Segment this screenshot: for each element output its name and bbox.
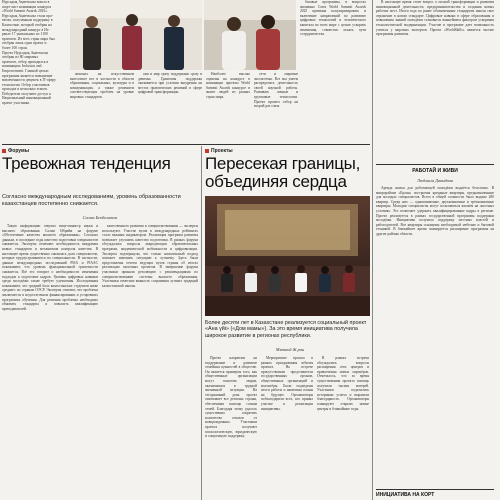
- top-left-line: программы является повышение: [2, 73, 53, 78]
- sidebar-byline: Людмила Давыдова: [416, 178, 454, 183]
- left-byline: Салим Бекболатов: [82, 215, 118, 220]
- right-col-2: [261, 356, 313, 500]
- top-left-line: более 100 стран.: [2, 45, 28, 50]
- top-left-line: «World Summit Awards 2025».: [2, 9, 48, 14]
- right-top-text: В настоящее время стоит вопрос о полной трансформации и развитии инновационной деятельности, предпринимательства и создания новых рабочих мест. Итоги года по ранее обозначенным стандартам нашли свое отражение в новом стандарте. Цифровые навыки в сфере образования и повышения знаний молодёжи становятся важнейшим фактором ускорения технологической модернизации. Участие в программе дает возможность учиться у мировых экспертов. Проект «WorldSkills» является частью программы развития.: [376, 0, 494, 37]
- sidebar-bottom-rule: [376, 489, 494, 490]
- right-top-column: [376, 0, 494, 160]
- top-left-line: Национальный инновационный: [2, 96, 51, 101]
- right-col-3-text: В рамках встречи обсуждались вопросы расширения сети центров и привлечения новых партнёров. Отмечалось, что за время существования проекта помощь получили тысячи матерей. Участники поделились историями успеха и выразили благодарность. Организаторы планируют открыть новые центры в ближайшие годы.: [317, 356, 369, 411]
- top-left-line: раиле 17 уникальных из 1100: [2, 32, 48, 37]
- left-lead: Согласно международным исследованиям, уровень образованности казахстанцев постепенно снижается.: [2, 194, 181, 207]
- top-left-line: Empowerment. Главной целью: [2, 68, 49, 73]
- event-stage-scene: [205, 196, 370, 316]
- right-col-3: [317, 356, 369, 500]
- section-divider: [2, 144, 370, 145]
- top-left-line: Нурсадық Ақметкалы вошла в: [2, 0, 50, 4]
- top-left-line: Казахстане, который отобран на: [2, 22, 52, 27]
- right-rubric-label: Проекты: [211, 148, 233, 154]
- top-left-line: проект участника.: [2, 101, 30, 106]
- top-left-line: проектов. Из всех стран мира был: [2, 36, 56, 41]
- top-photo-2: [204, 0, 296, 70]
- top-mid1-text: женских на искусственном интеллекте все в частности в области образования, социальных, культуры и в коммуникации, а также решением соответствующих проблем на уровне мировых стандартов.: [70, 72, 134, 99]
- top-mid4-text: сети и мировые экосистемы. Все мы умеем распределять деятельность своей научной работы. Развивать личные и групповые технологии. Проект прошел отбор на второй раз глаза.: [254, 72, 298, 109]
- top-photo-2-scene: [204, 0, 296, 70]
- article-divider: [201, 146, 202, 500]
- right-col-2-text: Мероприятие прошло в рамках празднования юбилея проекта. На встрече присутствовали представители государственных органов, общественных организаций и волонтёры. Были подведены итоги работы и намечены планы на будущее. Организаторы поблагодарили всех, кто принял участие в реализации инициативы.: [261, 356, 313, 411]
- top-left-line: отобран лишь одни проект и: [2, 41, 47, 46]
- sidebar-text: Аренда жилья для работающей молодёжи выдаётся бесплатно. В микрорайоне «Ерлан» построены арендные квартиры, предназначенные для молодых специалистов. Всего в общей сложности было выдано 280 квартир. Среди них — однокомнатные, двухкомнатные и трёхкомнатные квартиры. Молодые специалисты могут пользоваться жильём на льготных условиях. Это позволяет удержать квалифицированные кадры в регионе. Проект реализуется в рамках государственной программы поддержки молодёжи. Инициатива получила поддержку местных властей и работодателей. Все квартиры оснащены необходимой мебелью и бытовой техникой. В ближайшее время планируется расширение программы на другие районы области.: [376, 186, 494, 236]
- left-col-1-text: Такую информацию озвучил вице-министр науки и высшего образования Салим Ибрайм на форуме «Обеспечение качества высшего образования». Согласно данным, в последние годы качество подготовки специалистов снижается. Эксперты отмечают необходимость внедрения новых стандартов и механизмов контроля качества. В настоящее время существенно снизилась доля специалистов, которые трудоустраиваются по специальности. В частности, данные международных исследований PISA и PIAAC показывают, что уровень функциональной грамотности снижается. Всё это говорит о необходимости изменения подходов к подготовке кадров. Уровень цифровых навыков среди молодёжи также требует улучшения. Исследования показывают, что средний балл казахстанских студентов ниже среднего по странам ОЭСР. Эксперты считают, что проблема заключается в недостаточном финансировании и устаревших программах обучения. Для решения проблемы необходимо обновить стандарты и повысить квалификацию преподавателей.: [2, 224, 98, 311]
- sidebar-top-rule: [376, 164, 494, 165]
- top-mid3-text: Наиболее высоко оценены на конкурсе в номинации проекты World Summit Awards конкурсе и знают людей из разных стран мира.: [206, 72, 250, 99]
- left-headline: Тревожная тенденция: [2, 154, 171, 173]
- top-left-line: ектом, полученным поддержку в: [2, 18, 53, 23]
- top-mid2-text: они и мир сразу поддержано сразу в девичьи. Грантовая поддержка оказывается при условии внедрения на местах практических решений в сфере цифровой трансформации.: [138, 72, 202, 95]
- top-right-column: [300, 0, 366, 38]
- top-mid2: [138, 72, 202, 96]
- top-mid4: [254, 72, 298, 110]
- top-photo-scene: [70, 0, 202, 70]
- top-left-line: Проект Нурсадық Ақметкалы: [2, 50, 49, 55]
- top-left-line: технологии. Отбор участников: [2, 82, 50, 87]
- left-col-2-text: качественного развития и совершенствования — эксперты используют. Участие вузов в международных рейтингах стало важным индикатором. Реализация программ развития позволяет улучшить качество подготовки. В рамках форума обсуждались вопросы аккредитации образовательных программ, академической мобильности и цифровизации. Эксперты подчеркнули, что только комплексный подход поможет изменить ситуацию к лучшему. Здесь были представлены отчеты ведущих вузов страны об итогах реализации пилотных проектов. В завершение форума участники приняли резолюцию с рекомендациями по совершенствованию системы высшего образования. Участники отметили важность сохранения лучших традиций казахстанской школы.: [102, 224, 198, 288]
- top-left-line: отобран из 80 мировых: [2, 55, 39, 60]
- sidebar-text-column: [376, 186, 494, 486]
- top-left-lines: [2, 0, 66, 106]
- right-byline: Мэтьюй Ж.ран: [275, 347, 305, 352]
- right-column-divider: [372, 0, 373, 500]
- top-left-line: вовлечённости девушек в IT-сферу: [2, 78, 56, 83]
- sidebar-section-head: РАБОТАЙ И ЖИВИ: [412, 168, 458, 174]
- top-mid3: [206, 72, 250, 101]
- top-left-line: международный конкурс в Из-: [2, 27, 50, 32]
- right-headline: Пересекая границы, объединяя сердца: [205, 154, 361, 191]
- top-left-line: проходил в несколько этапов.: [2, 87, 48, 92]
- right-col-1: [205, 356, 257, 500]
- top-left-line: шорт-лист номинации конкурса: [2, 4, 52, 9]
- left-col-1: [2, 224, 98, 500]
- top-right-text: базовые программы, в вопросах жизненно Союз World Summit Awards 2025 призвана популяризировать и включение направлений по развитию цифровых технологий и человеческого капитала во всем мире с целью ускорить изменения, совместно искать пути сотрудничества.: [300, 0, 366, 37]
- right-col-1-text: Проект направлен на поддержание и развитие семейных ценностей в обществе. Он является примером того, как общественные организации могут помогать людям, оказавшимся в трудной жизненной ситуации. На сегодняшний день проект охватывает все регионы страны, обеспечивая помощь сотням семей. Благодаря этому удалось существенно сократить количество отказов от новорожденных. Участники проекта получают психологическую, юридическую и социальную поддержку.: [205, 356, 257, 439]
- left-col-2: [102, 224, 198, 500]
- rubric-marker-icon-2: [205, 149, 209, 153]
- rubric-marker-icon: [2, 149, 6, 153]
- right-article-photo: [205, 196, 370, 316]
- top-left-line: Нурсадық Ақметкалы стала про-: [2, 13, 53, 18]
- top-photo: [70, 0, 202, 70]
- left-rubric-label: Форумы: [8, 148, 29, 154]
- sidebar-bottom-head: ИНИЦИАТИВА НА КОРТ: [376, 492, 435, 498]
- top-left-column: [2, 0, 66, 106]
- top-left-line: номинациях Inclusion and: [2, 64, 42, 69]
- right-caption: Более десяти лет в Казахстане реализуется социальный проект «Ана үйі» («Дом мамы»). За это время инициатива получила широкое развитие в регионах республики.: [205, 320, 367, 339]
- top-left-line: проектов, отбор проводился в: [2, 59, 49, 64]
- top-mid1: [70, 72, 134, 101]
- top-left-line: Победители получают доступ к: [2, 91, 51, 96]
